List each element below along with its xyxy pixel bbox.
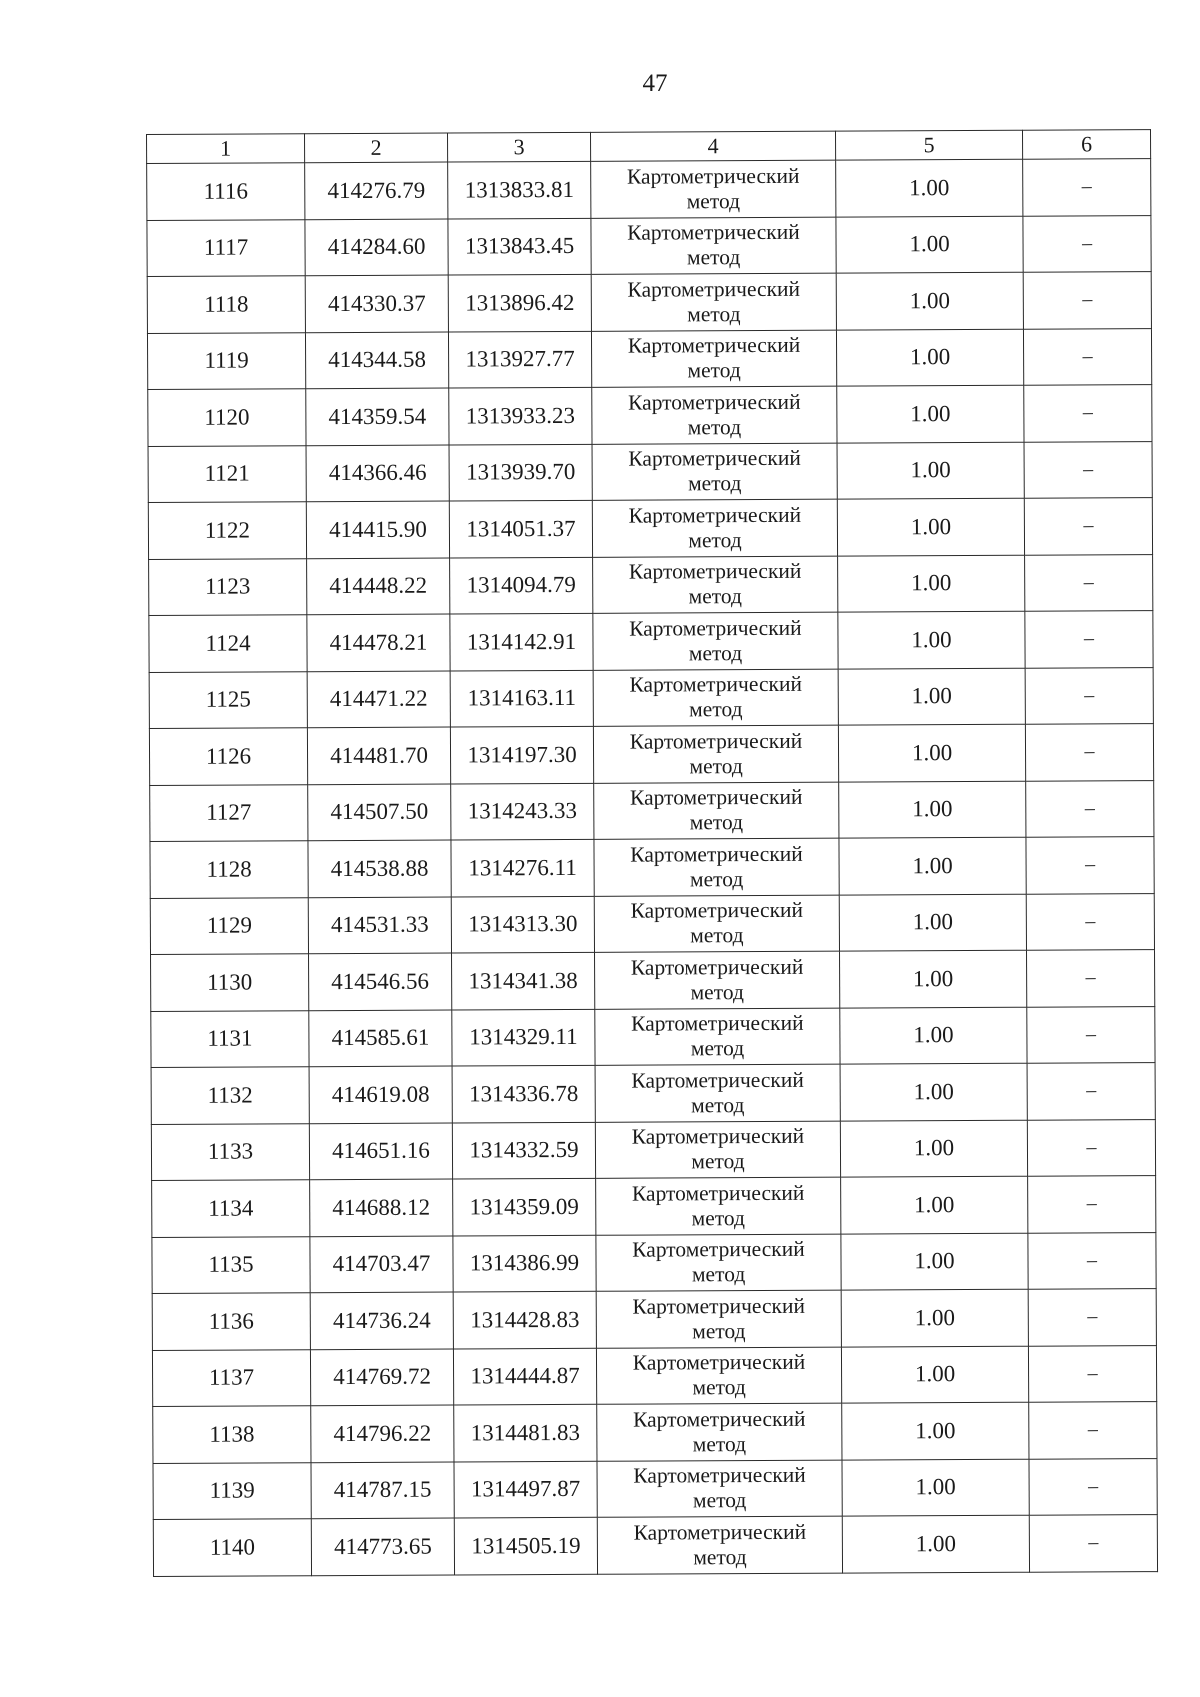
note-cell: – [1023,272,1151,329]
method-line-2: метод [690,1036,745,1061]
precision-cell: 1.00 [840,1063,1027,1120]
method-line-2: метод [689,810,744,835]
method-line-1: Картометрический [632,1406,806,1432]
table-row [149,554,1153,615]
precision-cell: 1.00 [841,1176,1028,1233]
method-line-1: Картометрический [627,276,801,302]
table-row [147,159,1151,220]
note-cell: – [1026,893,1154,950]
method-cell [592,386,837,444]
point-number-cell: 1131 [151,1010,309,1067]
method-line-1: Картометрический [626,163,800,189]
method-line-2: метод [689,753,743,779]
method-line-2: метод [690,923,744,948]
x-coordinate-cell: 414531.33 [308,897,451,954]
table-row [151,950,1155,1011]
method-line-2: метод [692,1375,746,1400]
table-row [152,1176,1156,1237]
x-coordinate-cell: 414619.08 [309,1066,452,1123]
y-coordinate-cell: 1314197.30 [450,726,593,783]
method-cell [592,499,837,557]
point-number-cell: 1130 [151,954,309,1011]
method-line-1: Картометрический [631,1067,804,1093]
note-cell: – [1028,1345,1156,1402]
table-row [150,780,1154,841]
y-coordinate-cell: 1314329.11 [452,1009,595,1066]
method-line-1: Картометрический [633,1519,807,1545]
note-cell: – [1027,1119,1155,1176]
method-line-2: метод [691,1149,745,1174]
note-cell: – [1023,215,1151,272]
point-number-cell: 1134 [152,1180,310,1237]
method-cell [596,1177,841,1235]
x-coordinate-cell: 414651.16 [309,1123,452,1180]
precision-cell: 1.00 [841,1289,1028,1346]
method-cell [594,895,839,953]
x-coordinate-cell: 414507.50 [308,784,451,841]
point-number-cell: 1125 [149,671,307,728]
y-coordinate-cell: 1314142.91 [450,613,593,670]
table-row [153,1515,1157,1576]
point-number-cell: 1119 [147,332,305,389]
precision-cell: 1.00 [836,159,1023,216]
y-coordinate-cell: 1314276.11 [451,839,594,896]
x-coordinate-cell: 414769.72 [310,1349,453,1406]
method-cell [595,951,840,1009]
precision-cell: 1.00 [836,216,1023,273]
y-coordinate-cell: 1314313.30 [451,896,594,953]
y-coordinate-cell: 1314051.37 [449,500,592,557]
precision-cell: 1.00 [840,1120,1027,1177]
method-line-2: метод [688,640,743,666]
point-number-cell: 1140 [153,1519,311,1576]
precision-cell: 1.00 [838,611,1025,668]
y-coordinate-cell: 1313927.77 [448,331,591,388]
x-coordinate-cell: 414787.15 [311,1462,454,1519]
method-line-2: метод [687,471,742,496]
method-line-2: метод [686,245,741,270]
y-coordinate-cell: 1314497.87 [454,1461,597,1518]
note-cell: – [1025,611,1153,668]
method-cell [593,725,838,783]
note-cell: – [1026,950,1154,1007]
precision-cell: 1.00 [838,724,1025,781]
method-cell [595,1064,840,1122]
method-line-1: Картометрический [627,220,800,245]
method-line-1: Картометрический [631,1180,805,1206]
column-header-6: 6 [1022,130,1150,160]
point-number-cell: 1129 [150,897,308,954]
table-row [147,272,1151,333]
table-row [152,1232,1156,1293]
method-line-1: Картометрический [629,615,802,641]
table-row [151,1063,1155,1124]
method-line-1: Картометрический [629,785,803,810]
precision-cell: 1.00 [842,1515,1029,1572]
column-header-5: 5 [835,130,1022,160]
point-number-cell: 1120 [148,389,306,446]
point-number-cell: 1137 [152,1349,310,1406]
method-line-2: метод [691,1205,746,1231]
precision-cell: 1.00 [837,442,1024,499]
method-cell [591,273,836,331]
table-row [147,328,1151,389]
y-coordinate-cell: 1313939.70 [449,444,592,501]
table-row [149,667,1153,728]
column-header-1: 1 [147,134,305,164]
note-cell: – [1026,837,1154,894]
method-line-2: метод [689,697,743,722]
x-coordinate-cell: 414688.12 [310,1179,453,1236]
method-line-1: Картометрический [631,1124,805,1149]
method-line-1: Картометрический [628,502,802,528]
x-coordinate-cell: 414796.22 [311,1405,454,1462]
note-cell: – [1027,1063,1155,1120]
point-number-cell: 1122 [148,502,306,559]
method-cell [591,330,836,388]
precision-cell: 1.00 [840,1007,1027,1064]
method-line-1: Картометрический [633,1463,806,1488]
y-coordinate-cell: 1314094.79 [450,557,593,614]
method-line-2: метод [691,1092,745,1118]
note-cell: – [1023,328,1151,385]
method-line-1: Картометрический [628,559,802,584]
point-number-cell: 1136 [152,1293,310,1350]
note-cell: – [1026,780,1154,837]
table-row [152,1289,1156,1350]
x-coordinate-cell: 414546.56 [309,953,452,1010]
point-number-cell: 1126 [149,728,307,785]
column-header-3: 3 [447,132,590,162]
method-line-2: метод [688,584,742,609]
x-coordinate-cell: 414284.60 [305,219,448,276]
x-coordinate-cell: 414359.54 [306,388,449,445]
x-coordinate-cell: 414538.88 [308,840,451,897]
method-line-1: Картометрический [628,446,801,471]
method-line-2: метод [693,1544,747,1570]
point-number-cell: 1138 [153,1406,311,1463]
x-coordinate-cell: 414478.21 [307,614,450,671]
table-row [153,1402,1157,1463]
method-cell [595,1008,840,1066]
method-cell [596,1347,841,1405]
precision-cell: 1.00 [841,1346,1028,1403]
table-row [149,611,1153,672]
y-coordinate-cell: 1313843.45 [448,218,591,275]
note-cell: – [1029,1458,1157,1515]
table-row [149,724,1153,785]
point-number-cell: 1117 [147,219,305,276]
method-line-2: метод [689,866,744,892]
method-line-1: Картометрический [628,389,801,415]
method-line-2: метод [687,301,741,327]
note-cell: – [1028,1176,1156,1233]
precision-cell: 1.00 [839,894,1026,951]
method-line-1: Картометрический [632,1350,806,1375]
y-coordinate-cell: 1313933.23 [449,387,592,444]
precision-cell: 1.00 [837,385,1024,442]
precision-cell: 1.00 [838,668,1025,725]
y-coordinate-cell: 1314359.09 [453,1178,596,1235]
note-cell: – [1028,1232,1156,1289]
point-number-cell: 1127 [150,784,308,841]
y-coordinate-cell: 1313833.81 [448,161,591,218]
method-line-1: Картометрический [629,672,802,697]
precision-cell: 1.00 [842,1402,1029,1459]
note-cell: – [1027,1006,1155,1063]
x-coordinate-cell: 414276.79 [305,162,448,219]
method-line-1: Картометрический [630,954,804,980]
method-line-1: Картометрический [630,898,804,923]
x-coordinate-cell: 414344.58 [305,332,448,389]
column-header-4: 4 [590,131,835,161]
column-header-2: 2 [305,133,448,163]
method-line-2: метод [690,979,744,1005]
table-row [153,1458,1157,1519]
method-line-2: метод [692,1488,747,1513]
method-cell [591,217,836,275]
point-number-cell: 1135 [152,1236,310,1293]
x-coordinate-cell: 414736.24 [310,1292,453,1349]
x-coordinate-cell: 414585.61 [309,1010,452,1067]
method-cell [594,782,839,840]
method-line-1: Картометрический [630,841,803,867]
method-cell [594,838,839,896]
note-cell: – [1029,1515,1157,1572]
note-cell: – [1023,159,1151,216]
method-line-1: Картометрический [632,1293,806,1319]
precision-cell: 1.00 [840,950,1027,1007]
y-coordinate-cell: 1314428.83 [453,1291,596,1348]
precision-cell: 1.00 [837,498,1024,555]
table-body [147,159,1158,1576]
y-coordinate-cell: 1314481.83 [454,1404,597,1461]
method-line-2: метод [692,1431,747,1457]
point-number-cell: 1124 [149,615,307,672]
y-coordinate-cell: 1314332.59 [452,1122,595,1179]
table-row [152,1345,1156,1406]
point-number-cell: 1123 [149,558,307,615]
point-number-cell: 1128 [150,841,308,898]
x-coordinate-cell: 414448.22 [307,558,450,615]
precision-cell: 1.00 [839,837,1026,894]
method-cell [591,160,836,218]
table-row [148,498,1152,559]
y-coordinate-cell: 1314336.78 [452,1065,595,1122]
y-coordinate-cell: 1314386.99 [453,1235,596,1292]
point-number-cell: 1118 [147,276,305,333]
method-cell [595,1121,840,1179]
x-coordinate-cell: 414330.37 [305,275,448,332]
method-line-1: Картометрический [629,728,803,754]
method-line-2: метод [692,1318,746,1344]
method-line-1: Картометрический [627,333,801,358]
precision-cell: 1.00 [839,781,1026,838]
method-cell [593,556,838,614]
note-cell: – [1025,724,1153,781]
method-line-2: метод [687,358,741,383]
method-cell [593,612,838,670]
y-coordinate-cell: 1314444.87 [453,1348,596,1405]
method-line-2: метод [688,527,742,553]
method-line-1: Картометрический [632,1237,805,1262]
x-coordinate-cell: 414471.22 [307,671,450,728]
note-cell: – [1029,1402,1157,1459]
note-cell: – [1025,667,1153,724]
point-number-cell: 1116 [147,163,305,220]
table-row [151,1119,1155,1180]
method-cell [592,443,837,501]
table-row [151,1006,1155,1067]
method-cell [596,1290,841,1348]
precision-cell: 1.00 [836,329,1023,386]
y-coordinate-cell: 1313896.42 [448,274,591,331]
table-row [150,893,1154,954]
method-line-2: метод [686,188,741,214]
method-cell [597,1516,842,1574]
method-cell [593,669,838,727]
table-row [148,441,1152,502]
point-number-cell: 1121 [148,445,306,502]
precision-cell: 1.00 [836,272,1023,329]
x-coordinate-cell: 414773.65 [311,1518,454,1575]
precision-cell: 1.00 [842,1459,1029,1516]
method-line-1: Картометрический [631,1011,804,1036]
table-row [150,837,1154,898]
page-number: 47 [642,70,668,97]
x-coordinate-cell: 414481.70 [307,727,450,784]
y-coordinate-cell: 1314163.11 [450,670,593,727]
note-cell: – [1024,385,1152,442]
precision-cell: 1.00 [838,555,1025,612]
method-line-2: метод [687,414,742,440]
x-coordinate-cell: 414415.90 [306,501,449,558]
point-number-cell: 1133 [151,1123,309,1180]
method-cell [596,1234,841,1292]
table-row [147,215,1151,276]
x-coordinate-cell: 414366.46 [306,445,449,502]
y-coordinate-cell: 1314505.19 [454,1517,597,1574]
note-cell: – [1024,441,1152,498]
precision-cell: 1.00 [841,1233,1028,1290]
y-coordinate-cell: 1314341.38 [452,952,595,1009]
point-number-cell: 1132 [151,1067,309,1124]
method-cell [597,1460,842,1518]
x-coordinate-cell: 414703.47 [310,1236,453,1293]
method-line-2: метод [691,1262,746,1287]
note-cell: – [1025,554,1153,611]
y-coordinate-cell: 1314243.33 [451,783,594,840]
method-cell [597,1403,842,1461]
note-cell: – [1028,1289,1156,1346]
point-number-cell: 1139 [153,1462,311,1519]
table-row [148,385,1152,446]
note-cell: – [1024,498,1152,555]
coordinates-table [146,129,1158,1576]
